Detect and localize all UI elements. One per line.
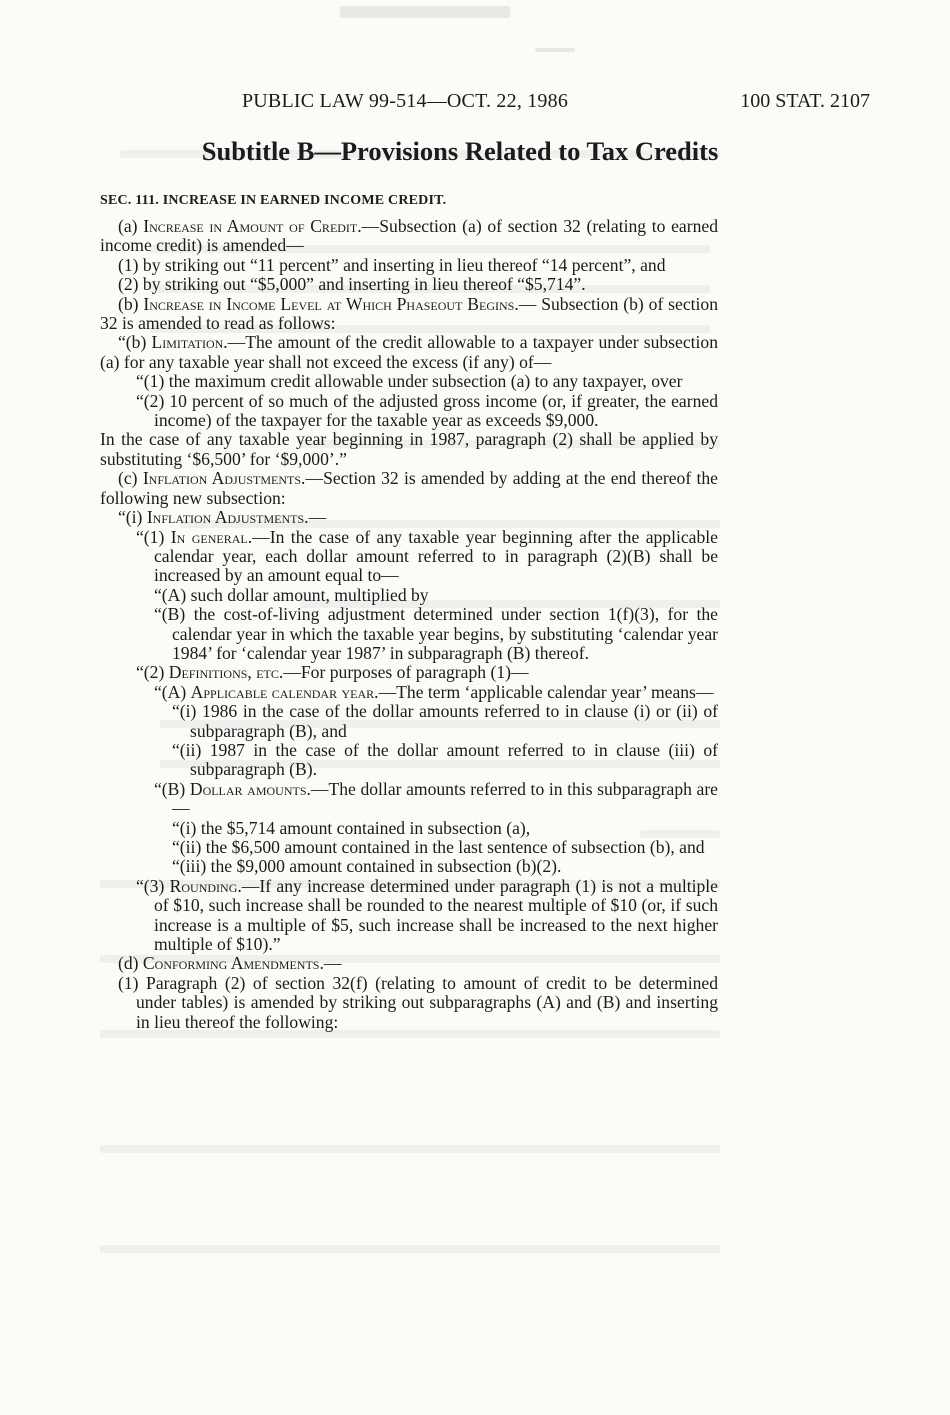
caption-i2: Definitions, etc. bbox=[168, 662, 284, 683]
quoted-subsection-b: “(b) Limitation.—The amount of the credit allowable to a taxpayer under subsection (a) for any taxable year shall not exceed the excess (if any) of— bbox=[100, 332, 718, 372]
caption-a: Increase in Amount of Credit. bbox=[143, 216, 362, 236]
clause-i2A: “(A) Applicable calendar year.—The term ‘applicable calendar year’ means— bbox=[154, 681, 714, 702]
clause-a1: (1) by striking out “11 percent” and inserting in lieu thereof “14 percent”, and bbox=[118, 254, 666, 275]
caption-i2B: Dollar amounts. bbox=[189, 778, 311, 799]
running-head-title: PUBLIC LAW 99-514—OCT. 22, 1986 bbox=[241, 90, 569, 112]
caption-i2A: Applicable calendar year. bbox=[190, 681, 379, 702]
clause-b2: “(2) 10 percent of so much of the adjusted gross income (or, if greater, the earned income) of the taxpayer for the taxable year as exceeds $9,000. bbox=[136, 390, 718, 431]
caption-d: Conforming Amendments. bbox=[142, 953, 324, 974]
clause-i2Aii: “(ii) 1987 in the case of the dollar amount referred to in clause (iii) of subparagraph (B). bbox=[172, 739, 718, 780]
caption-i3: Rounding. bbox=[169, 875, 242, 896]
clause-i2Biii: “(iii) the $9,000 amount contained in subsection (b)(2). bbox=[172, 856, 562, 877]
clause-i1: “(1) In general.—In the case of any taxable year beginning after the applicable calendar year, each dollar amount referred to in paragraph (2)(B) shall be increased by an amount equal to— bbox=[136, 526, 718, 586]
paragraph-b: (b) Increase in Income Level at Which Phaseout Begins.— Subsection (b) of section 32 is amended to read as follows: bbox=[100, 293, 719, 334]
page-stat-number: 100 STAT. 2107 bbox=[740, 90, 870, 112]
clause-i1A: “(A) such dollar amount, multiplied by bbox=[154, 584, 429, 605]
section-heading: SEC. 111. INCREASE IN EARNED INCOME CREDIT. bbox=[100, 193, 447, 208]
subtitle-heading: Subtitle B—Provisions Related to Tax Credits bbox=[201, 136, 719, 166]
caption-c: Inflation Adjustments. bbox=[142, 468, 306, 489]
clause-i3: “(3) Rounding.—If any increase determined under paragraph (1) is not a multiple of $10, such increase shall be rounded to the nearest multiple of $10 (or, if such increase is a multiple of $5, such increase shall be increased to the next higher multiple of $10).” bbox=[136, 875, 718, 955]
paragraph-c: (c) Inflation Adjustments.—Section 32 is amended by adding at the end thereof the following new subsection: bbox=[100, 468, 718, 508]
caption-i: Inflation Adjustments. bbox=[146, 507, 309, 528]
paragraph-a: (a) Increase in Amount of Credit.—Subsection (a) of section 32 (relating to earned income credit) is amended— bbox=[100, 216, 718, 256]
clause-i2Ai: “(i) 1986 in the case of the dollar amounts referred to in clause (i) or (ii) of subparagraph (B), and bbox=[172, 701, 718, 741]
running-head bbox=[100, 90, 870, 116]
paragraph-d: (d) Conforming Amendments.— bbox=[118, 953, 342, 974]
clause-d1: (1) Paragraph (2) of section 32(f) (relating to amount of credit to be determined under tables) is amended by striking out subparagraphs (A) and (B) and inserting in lieu thereof the following: bbox=[118, 972, 718, 1032]
clause-i2Bi: “(i) the $5,714 amount contained in subsection (a), bbox=[172, 817, 531, 838]
quoted-subsection-i: “(i) Inflation Adjustments.— bbox=[118, 507, 327, 528]
clause-i2: “(2) Definitions, etc.—For purposes of paragraph (1)— bbox=[136, 662, 529, 683]
clause-i2B: “(B) Dollar amounts.—The dollar amounts referred to in this subparagraph are— bbox=[154, 778, 718, 819]
clause-b1: “(1) the maximum credit allowable under subsection (a) to any taxpayer, over bbox=[136, 371, 683, 392]
paragraph-b-closing: In the case of any taxable year beginning in 1987, paragraph (2) shall be applied by substituting ‘$6,500’ for ‘$9,000’.” bbox=[100, 429, 718, 469]
caption-limitation: Limitation. bbox=[151, 332, 228, 353]
caption-b: Increase in Income Level at Which Phaseout Begins. bbox=[143, 293, 519, 314]
clause-i1B: “(B) the cost-of-living adjustment determined under section 1(f)(3), for the calendar year in which the taxable year begins, by substituting ‘calendar year 1984’ for ‘calendar year 1987’ in subparagraph (B) thereof. bbox=[154, 604, 718, 663]
clause-a2: (2) by striking out “$5,000” and inserting in lieu thereof “$5,714”. bbox=[118, 274, 586, 295]
clause-i2Bii: “(ii) the $6,500 amount contained in the last sentence of subsection (b), and bbox=[172, 837, 705, 857]
caption-i1: In general. bbox=[170, 526, 253, 547]
statute-body bbox=[100, 217, 718, 1032]
